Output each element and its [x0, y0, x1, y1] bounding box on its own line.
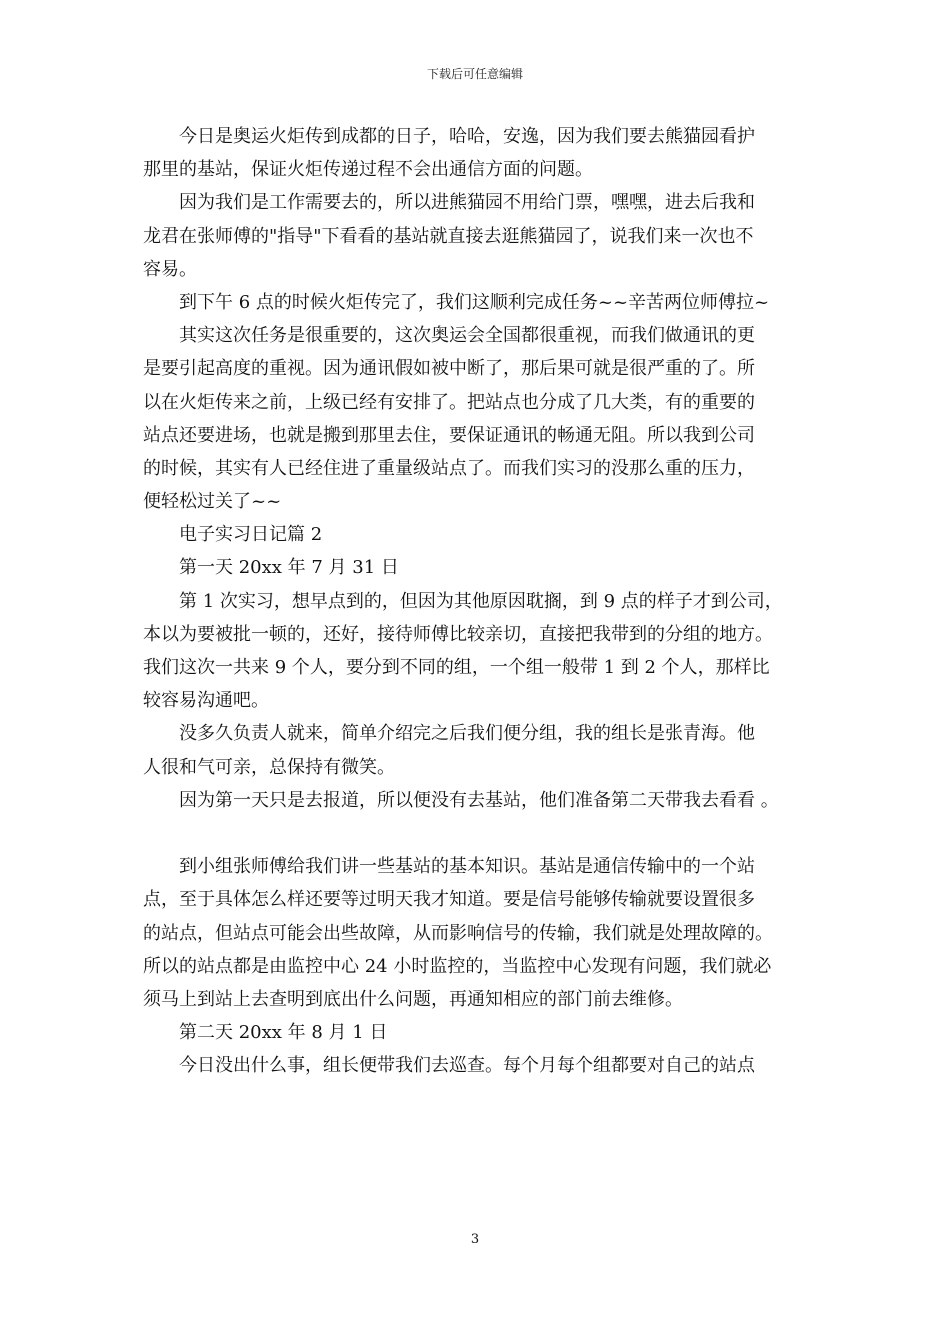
- text-line: 容易。: [143, 258, 197, 280]
- text-line: 以在火炬传来之前，上级已经有安排了。把站点也分成了几大类，有的重要的: [143, 391, 755, 413]
- text-line: 点，至于具体怎么样还要等过明天我才知道。要是信号能够传输就要设置很多: [143, 889, 755, 911]
- date-heading: 第二天 20xx 年 8 月 1 日: [179, 1022, 388, 1044]
- text-line: 的时候，其实有人已经住进了重量级站点了。而我们实习的没那么重的压力，: [143, 457, 755, 479]
- text-line: 龙君在张师傅的"指导"下看看的基站就直接去逛熊猫园了，说我们来一次也不: [143, 225, 754, 247]
- text-line: 到下午 6 点的时候火炬传完了，我们这顺利完成任务~~辛苦两位师傅拉~: [179, 291, 770, 313]
- page-header: 下载后可任意编辑: [426, 67, 523, 81]
- text-line: 便轻松过关了~~: [143, 491, 282, 513]
- text-line: 今日是奥运火炬传到成都的日子，哈哈，安逸，因为我们要去熊猫园看护: [179, 126, 755, 147]
- section-heading: 电子实习日记篇 2: [179, 524, 323, 546]
- text-line: 本以为要被批一顿的，还好，接待师傅比较亲切，直接把我带到的分组的地方。: [143, 623, 773, 645]
- date-heading: 第一天 20xx 年 7 月 31 日: [179, 557, 399, 579]
- text-line: 第 1 次实习，想早点到的，但因为其他原因耽搁，到 9 点的样子才到公司，: [179, 590, 783, 612]
- document-body: [143, 120, 813, 1082]
- text-line: 我们这次一共来 9 个人，要分到不同的组，一个组一般带 1 到 2 个人，那样比: [143, 657, 770, 678]
- page-number: 3: [470, 1232, 480, 1247]
- text-line: 今日没出什么事，组长便带我们去巡查。每个月每个组都要对自己的站点: [179, 1055, 755, 1077]
- text-line: 的站点，但站点可能会出些故障，从而影响信号的传输，我们就是处理故障的。: [143, 922, 773, 944]
- text-line: 没多久负责人就来，简单介绍完之后我们便分组，我的组长是张青海。他: [179, 723, 755, 745]
- text-line: 到小组张师傅给我们讲一些基站的基本知识。基站是通信传输中的一个站: [179, 856, 755, 878]
- text-line: 因为我们是工作需要去的，所以进熊猫园不用给门票，嘿嘿，进去后我和: [179, 192, 755, 214]
- text-line: 人很和气可亲，总保持有微笑。: [143, 756, 395, 778]
- text-line: 其实这次任务是很重要的，这次奥运会全国都很重视，而我们做通讯的更: [179, 325, 755, 347]
- text-line: 因为第一天只是去报道，所以便没有去基站，他们准备第二天带我去看看 。: [179, 789, 779, 811]
- text-line: 站点还要进场，也就是搬到那里去住，要保证通讯的畅通无阻。所以我到公司: [143, 424, 755, 446]
- text-line: 那里的基站，保证火炬传递过程不会出通信方面的问题。: [143, 159, 593, 181]
- blank-line: [143, 817, 813, 850]
- text-line: 是要引起高度的重视。因为通讯假如被中断了，那后果可就是很严重的了。所: [143, 358, 755, 380]
- text-line: 须马上到站上去查明到底出什么问题，再通知相应的部门前去维修。: [143, 988, 683, 1010]
- text-line: 所以的站点都是由监控中心 24 小时监控的，当监控中心发现有问题，我们就必: [143, 955, 772, 977]
- text-line: 较容易沟通吧。: [143, 690, 269, 712]
